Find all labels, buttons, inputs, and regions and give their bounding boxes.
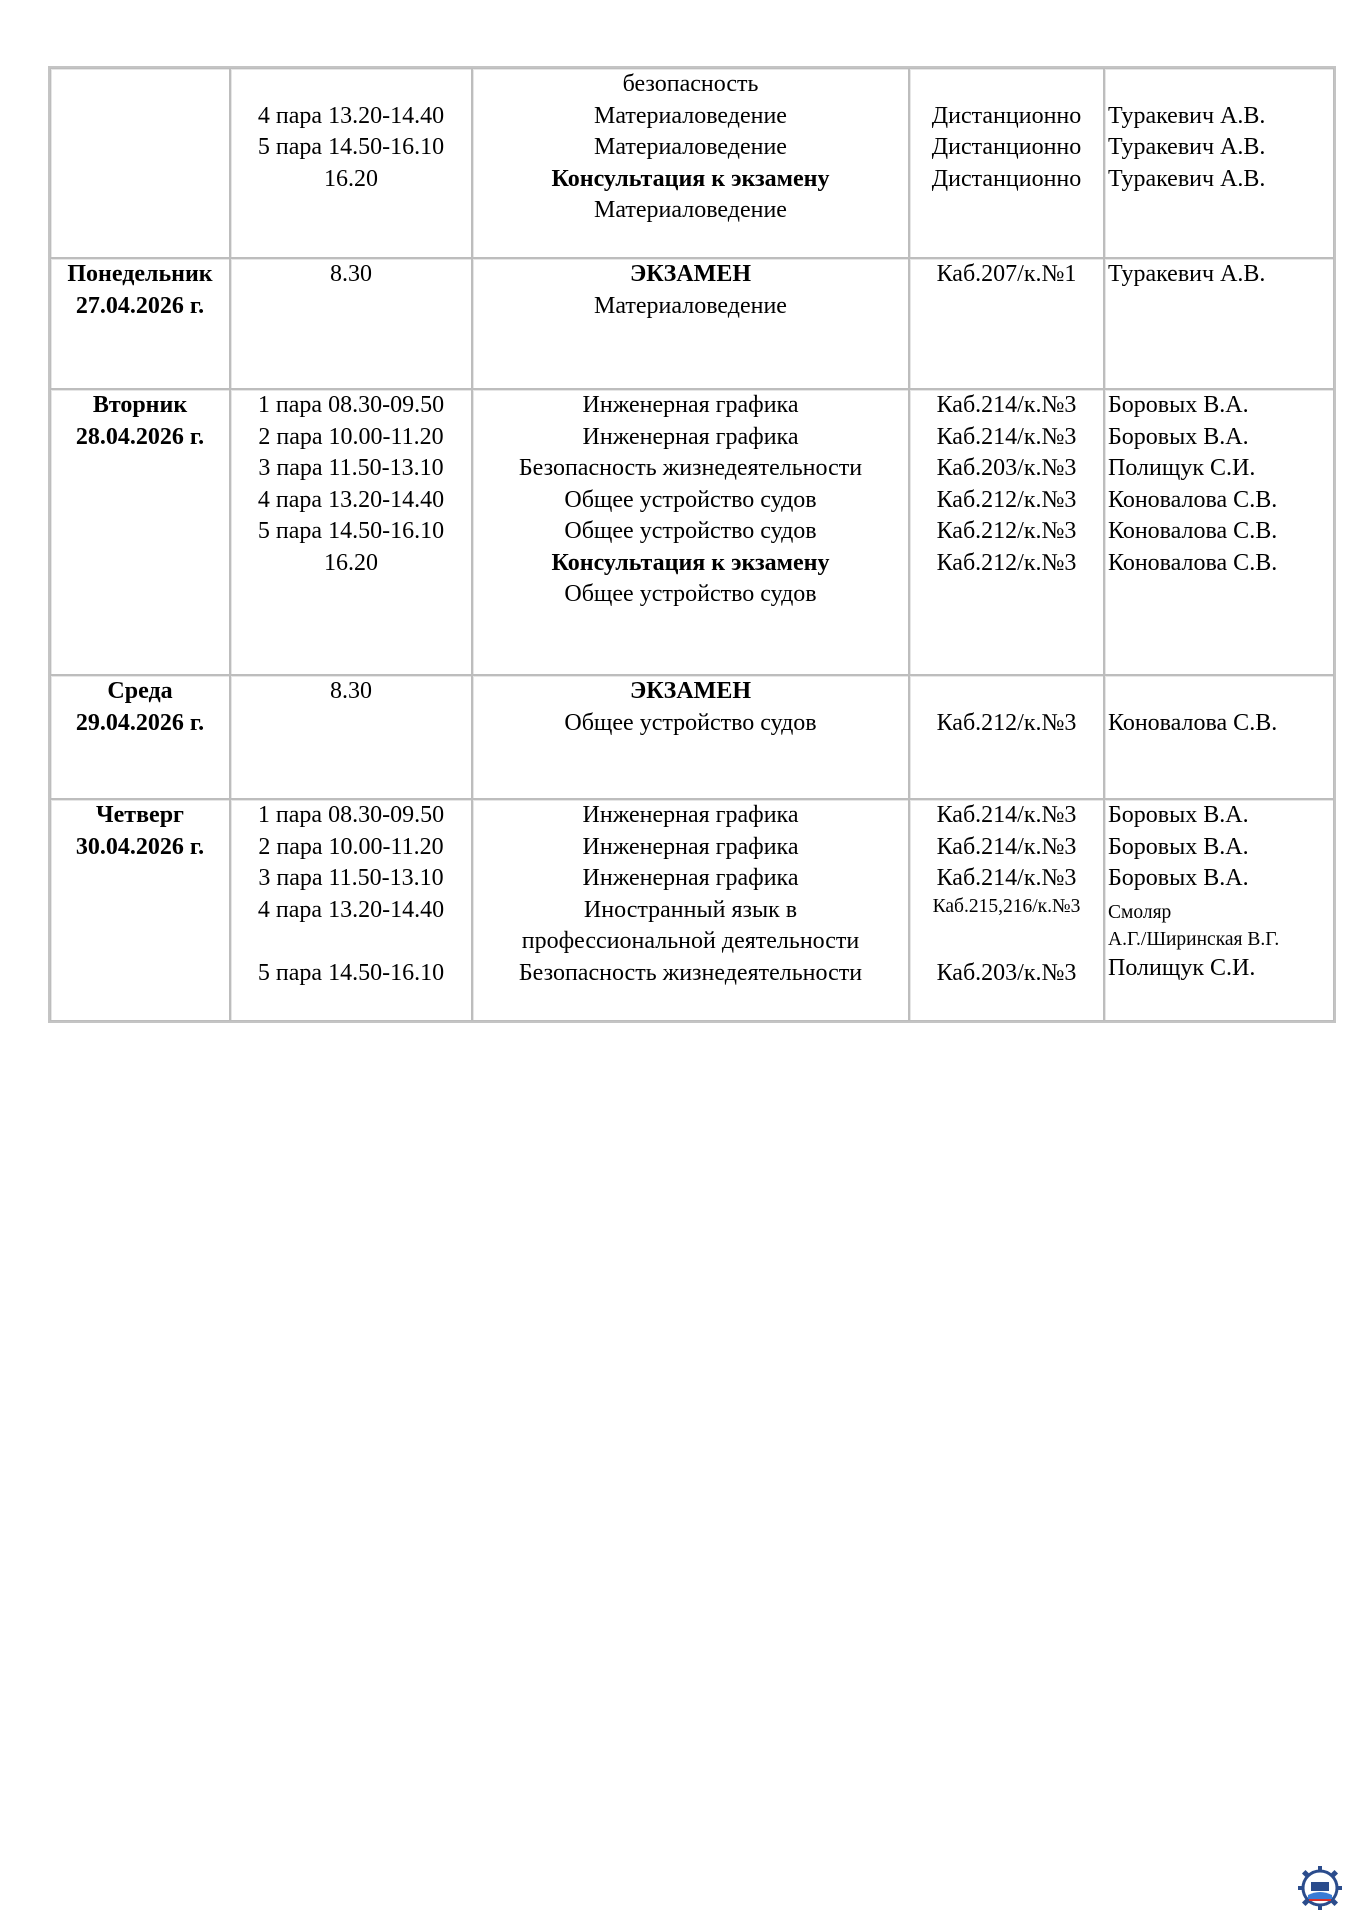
time-slot: 3 пара 11.50-13.10: [258, 865, 444, 891]
time-slot: 8.30: [330, 678, 372, 704]
time-slot: 5 пара 14.50-16.10: [257, 959, 445, 986]
teacher-cell: [1104, 389, 1334, 675]
time-cell: [230, 258, 472, 389]
room-cell: [909, 675, 1104, 799]
time-slot: 5 пара 14.50-16.10: [257, 134, 445, 160]
day-cell: [50, 675, 230, 799]
day-date: 30.04.2026 г.: [75, 833, 205, 860]
teacher-cell: [1104, 675, 1334, 799]
room: Каб.212/к.№3: [936, 486, 1077, 513]
day-name: Среда: [107, 678, 173, 704]
teacher: Туракевич А.В.: [1108, 261, 1266, 287]
subject-cell: [472, 799, 909, 1021]
subject-cell: [472, 258, 909, 389]
college-emblem-icon: [1296, 1864, 1344, 1912]
room: Каб.203/к.№3: [936, 455, 1077, 481]
time-cell: [230, 799, 472, 1021]
subject-cell: [472, 68, 909, 258]
day-cell: [50, 258, 230, 389]
subject: Инженерная графика: [582, 392, 799, 418]
table-row: [50, 675, 1334, 799]
room: Каб.214/к.№3: [936, 865, 1077, 891]
teacher: Коновалова С.В.: [1108, 549, 1278, 576]
subject: Материаловедение: [594, 102, 787, 129]
teacher: А.Г./Ширинская В.Г.: [1108, 928, 1280, 950]
subject: Общее устройство судов: [564, 709, 817, 736]
room: Каб.214/к.№3: [936, 392, 1077, 418]
day-date: 29.04.2026 г.: [75, 709, 205, 736]
room: [910, 69, 1103, 101]
room: Каб.207/к.№1: [936, 261, 1077, 287]
time-slot: 1 пара 08.30-09.50: [257, 802, 445, 828]
subject-cell: [472, 675, 909, 799]
subject: Материаловедение: [594, 292, 787, 319]
day-date: 27.04.2026 г.: [75, 292, 205, 319]
teacher: Боровых В.А.: [1108, 423, 1249, 450]
time-slot: 4 пара 13.20-14.40: [257, 486, 445, 513]
subject: Безопасность жизнедеятельности: [518, 455, 863, 481]
subject: Материаловедение: [594, 197, 787, 223]
room: Каб.215,216/к.№3: [932, 895, 1081, 917]
consultation-label: Консультация к экзамену: [551, 165, 830, 192]
day-cell: [50, 799, 230, 1021]
room: Каб.203/к.№3: [936, 959, 1077, 986]
room: Дистанционно: [931, 102, 1082, 129]
subject: профессиональной деятельности: [521, 928, 860, 954]
teacher-cell: [1104, 799, 1334, 1021]
room-cell: [909, 389, 1104, 675]
time-slot: 1 пара 08.30-09.50: [257, 392, 445, 418]
time-slot: 3 пара 11.50-13.10: [258, 455, 444, 481]
day-date: 28.04.2026 г.: [75, 423, 205, 450]
room: Дистанционно: [931, 134, 1082, 160]
time-slot: 16.20: [324, 165, 378, 192]
room: Каб.214/к.№3: [936, 833, 1077, 860]
subject: безопасность: [622, 71, 759, 97]
teacher: Боровых В.А.: [1108, 802, 1249, 828]
time-slot: 2 пара 10.00-11.20: [258, 833, 444, 860]
day-cell: [50, 68, 230, 258]
exam-label: ЭКЗАМЕН: [629, 261, 751, 287]
time-slot: 4 пара 13.20-14.40: [257, 896, 445, 923]
day-name: Вторник: [92, 392, 188, 418]
day-cell: [50, 389, 230, 675]
room: Каб.212/к.№3: [936, 518, 1077, 544]
subject: Безопасность жизнедеятельности: [518, 959, 863, 986]
subject: Инженерная графика: [582, 865, 799, 891]
teacher: [1108, 69, 1333, 101]
teacher: Коновалова С.В.: [1108, 518, 1278, 544]
teacher: Туракевич А.В.: [1108, 165, 1266, 192]
table-row: [50, 68, 1334, 258]
time-slot: 16.20: [324, 549, 378, 576]
teacher: Коновалова С.В.: [1108, 709, 1278, 736]
subject: Иностранный язык в: [583, 896, 798, 923]
subject-cell: [472, 389, 909, 675]
time-slot: 2 пара 10.00-11.20: [258, 423, 444, 450]
day-name: Четверг: [96, 802, 184, 828]
teacher: Полищук С.И.: [1108, 455, 1256, 481]
subject: Материаловедение: [594, 134, 787, 160]
teacher: Боровых В.А.: [1108, 392, 1249, 418]
table-row: [50, 258, 1334, 389]
table-row: [50, 389, 1334, 675]
time-slot: 5 пара 14.50-16.10: [257, 518, 445, 544]
room: Каб.212/к.№3: [936, 709, 1077, 736]
room: Каб.212/к.№3: [936, 549, 1077, 576]
teacher: Туракевич А.В.: [1108, 134, 1266, 160]
room-cell: [909, 799, 1104, 1021]
room: Дистанционно: [931, 165, 1082, 192]
consultation-label: Консультация к экзамену: [551, 549, 830, 576]
time-slot: 4 пара 13.20-14.40: [257, 102, 445, 129]
room: Каб.214/к.№3: [936, 802, 1077, 828]
schedule-table: [48, 66, 1336, 1023]
teacher: Смоляр: [1108, 901, 1172, 923]
subject: Общее устройство судов: [564, 581, 817, 607]
time-cell: [230, 675, 472, 799]
time-slot: 8.30: [330, 261, 372, 287]
time-cell: [230, 68, 472, 258]
teacher-cell: [1104, 258, 1334, 389]
teacher: Полищук С.И.: [1108, 954, 1256, 981]
teacher: Боровых В.А.: [1108, 865, 1249, 891]
room-cell: [909, 258, 1104, 389]
table-row: [50, 799, 1334, 1021]
subject: Инженерная графика: [582, 423, 799, 450]
day-name: Понедельник: [67, 261, 213, 287]
teacher: Боровых В.А.: [1108, 833, 1249, 860]
teacher-cell: [1104, 68, 1334, 258]
room: Каб.214/к.№3: [936, 423, 1077, 450]
time-cell: [230, 389, 472, 675]
subject: Инженерная графика: [582, 833, 799, 860]
time-slot: [231, 69, 471, 101]
subject: Инженерная графика: [582, 802, 799, 828]
teacher: Туракевич А.В.: [1108, 102, 1266, 129]
teacher: Коновалова С.В.: [1108, 486, 1278, 513]
room-cell: [909, 68, 1104, 258]
subject: Общее устройство судов: [564, 486, 817, 513]
subject: Общее устройство судов: [564, 518, 817, 544]
exam-label: ЭКЗАМЕН: [629, 678, 751, 704]
